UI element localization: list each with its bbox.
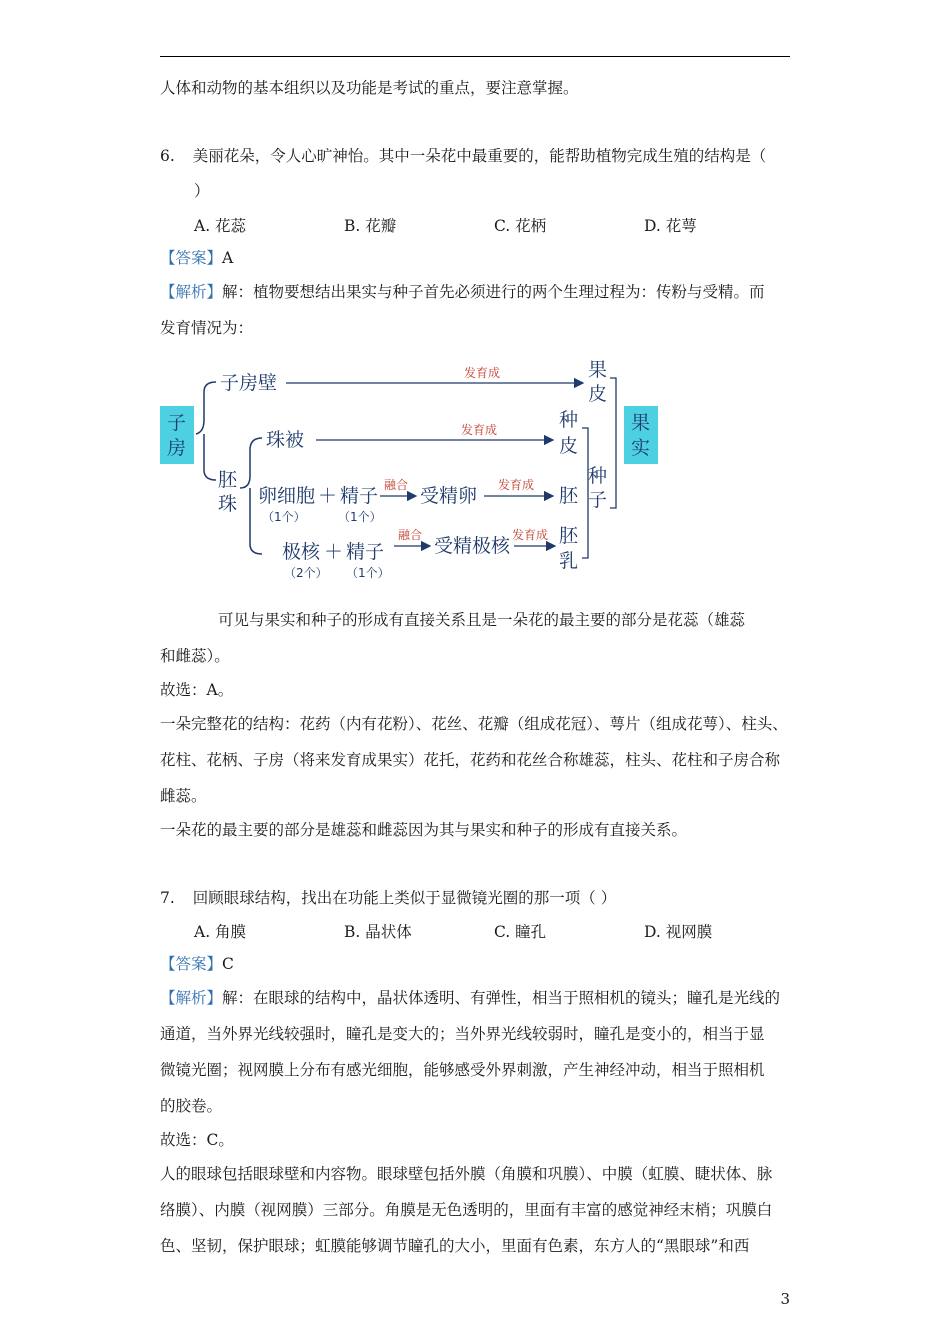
- q6-extra-2: 花柱、花柄、子房（将来发育成果实）花托，花药和花丝合称雄蕊，柱头、花柱和子房合称: [160, 751, 781, 769]
- fusion-label-2: 融合: [398, 528, 423, 542]
- q7-choice: 故选：C。: [160, 1131, 234, 1149]
- polar-nuclei-label: 极核: [282, 541, 321, 563]
- q6-choice: 故选：A。: [160, 681, 234, 699]
- q7-number: 7.: [160, 889, 175, 907]
- fruit-char-1: 果: [631, 412, 651, 434]
- q6-after-diagram-1: 可见与果实和种子的形成有直接关系且是一朵花的最主要的部分是花蕊（雄蕊: [218, 611, 746, 629]
- q7-answer: C: [222, 955, 234, 973]
- q7-option-b: B. 晶状体: [344, 923, 412, 941]
- ovule-char-2: 珠: [218, 493, 238, 515]
- pericarp-char-2: 皮: [588, 383, 608, 405]
- sperm-label-2: 精子: [346, 541, 385, 563]
- q7-stem-text: 回顾眼球结构，找出在功能上类似于显微镜光圈的那一项（ ）: [192, 889, 617, 907]
- q6-stem-line2: ）: [194, 182, 210, 200]
- pericarp-char-1: 果: [588, 359, 608, 381]
- q7-analysis-text: 解：在眼球的结构中，晶状体透明、有弹性，相当于照相机的镜头；瞳孔是光线的: [222, 989, 781, 1007]
- fusion-label-1: 融合: [384, 478, 409, 492]
- fruit-bracket: [610, 378, 616, 508]
- q7-extra-2: 络膜）、内膜（视网膜）三部分。角膜是无色透明的，里面有丰富的感觉神经末梢；巩膜白: [160, 1201, 773, 1219]
- integument-label: 珠被: [266, 429, 305, 451]
- q7-analysis-line4: 的胶卷。: [160, 1097, 223, 1115]
- q6-stem-text: 美丽花朵，令人心旷神怡。其中一朵花中最重要的，能帮助植物完成生殖的结构是（: [192, 147, 767, 165]
- ovary-brace: [196, 382, 216, 480]
- seed-char-1: 种: [588, 465, 608, 487]
- q7-analysis-line3: 微镜光圈；视网膜上分布有感光细胞，能够感受外界刺激，产生神经冲动，相当于照相机: [160, 1061, 765, 1079]
- q6-option-a: A. 花蕊: [194, 217, 247, 235]
- q6-extra-1: 一朵完整花的结构：花药（内有花粉）、花丝、花瓣（组成花冠）、萼片（组成花萼）、柱头、: [160, 715, 788, 733]
- zygote-label: 受精卵: [420, 485, 478, 507]
- q6-extra-3: 雌蕊。: [160, 787, 207, 805]
- polar-count: （2个）: [284, 566, 328, 580]
- q6-option-b: B. 花瓣: [344, 217, 397, 235]
- q7-option-d: D. 视网膜: [644, 923, 713, 941]
- development-diagram: [158, 358, 668, 590]
- analysis-label: 【解析】: [160, 283, 223, 301]
- q6-analysis-line2: 发育情况为：: [160, 319, 254, 337]
- q7-extra-1: 人的眼球包括眼球壁和内容物。眼球壁包括外膜（角膜和巩膜）、中膜（虹膜、睫状体、脉: [160, 1165, 773, 1183]
- page-number: 3: [780, 1290, 790, 1308]
- q7-analysis-line1: [160, 988, 780, 1008]
- develops-label-3: 发育成: [498, 478, 535, 492]
- ovary-char-1: 子: [167, 412, 187, 434]
- fertilized-polar-label: 受精极核: [434, 535, 511, 557]
- ovule-char-1: 胚: [218, 469, 238, 491]
- q6-option-d: D. 花萼: [644, 217, 697, 235]
- q7-answer-line: [160, 954, 234, 974]
- q6-extra-4: 一朵花的最主要的部分是雄蕊和雌蕊因为其与果实和种子的形成有直接关系。: [160, 821, 688, 839]
- q7-option-a: A. 角膜: [194, 923, 247, 941]
- analysis-label: 【解析】: [160, 989, 223, 1007]
- q7-analysis-line2: 通道，当外界光线较强时，瞳孔是变大的；当外界光线较弱时，瞳孔是变小的，相当于显: [160, 1025, 765, 1043]
- header-rule: [160, 56, 790, 57]
- sperm-count-1: （1个）: [338, 510, 382, 524]
- q6-after-diagram-2: 和雌蕊）。: [160, 647, 230, 665]
- develops-label-4: 发育成: [512, 528, 549, 542]
- sperm-count-2: （1个）: [346, 566, 390, 580]
- ovary-char-2: 房: [167, 437, 187, 459]
- q6-analysis-line1: [160, 282, 765, 302]
- embryo-label: 胚: [559, 485, 579, 507]
- q6-answer-line: [160, 248, 233, 268]
- q6-stem-line1: [160, 146, 766, 166]
- answer-label: 【答案】: [160, 249, 223, 267]
- q6-analysis-text: 解：植物要想结出果实与种子首先必须进行的两个生理过程为：传粉与受精。而: [222, 283, 765, 301]
- plus-1: ＋: [318, 485, 338, 507]
- develops-label-2: 发育成: [461, 423, 498, 437]
- sperm-label-1: 精子: [340, 485, 379, 507]
- egg-count: （1个）: [262, 510, 306, 524]
- seed-coat-char-1: 种: [559, 409, 579, 431]
- plus-2: ＋: [324, 541, 344, 563]
- ovary-wall-label: 子房壁: [220, 372, 278, 394]
- q7-extra-3: 色、坚韧，保护眼球；虹膜能够调节瞳孔的大小，里面有色素，东方人的“黑眼球”和西: [160, 1237, 750, 1255]
- q6-option-c: C. 花柄: [494, 217, 547, 235]
- seed-coat-char-2: 皮: [559, 435, 579, 457]
- endosperm-char-2: 乳: [559, 550, 579, 572]
- q6-answer: A: [222, 249, 234, 267]
- endosperm-char-1: 胚: [559, 525, 579, 547]
- answer-label: 【答案】: [160, 955, 223, 973]
- q7-option-c: C. 瞳孔: [494, 923, 547, 941]
- develops-label-1: 发育成: [464, 366, 501, 380]
- egg-cell-label: 卵细胞: [258, 485, 316, 507]
- fruit-char-2: 实: [631, 437, 651, 459]
- intro-line: 人体和动物的基本组织以及功能是考试的重点，要注意掌握。: [160, 79, 579, 97]
- seed-char-2: 子: [588, 489, 608, 511]
- q7-stem-line: [160, 888, 616, 908]
- q6-number: 6.: [160, 147, 175, 165]
